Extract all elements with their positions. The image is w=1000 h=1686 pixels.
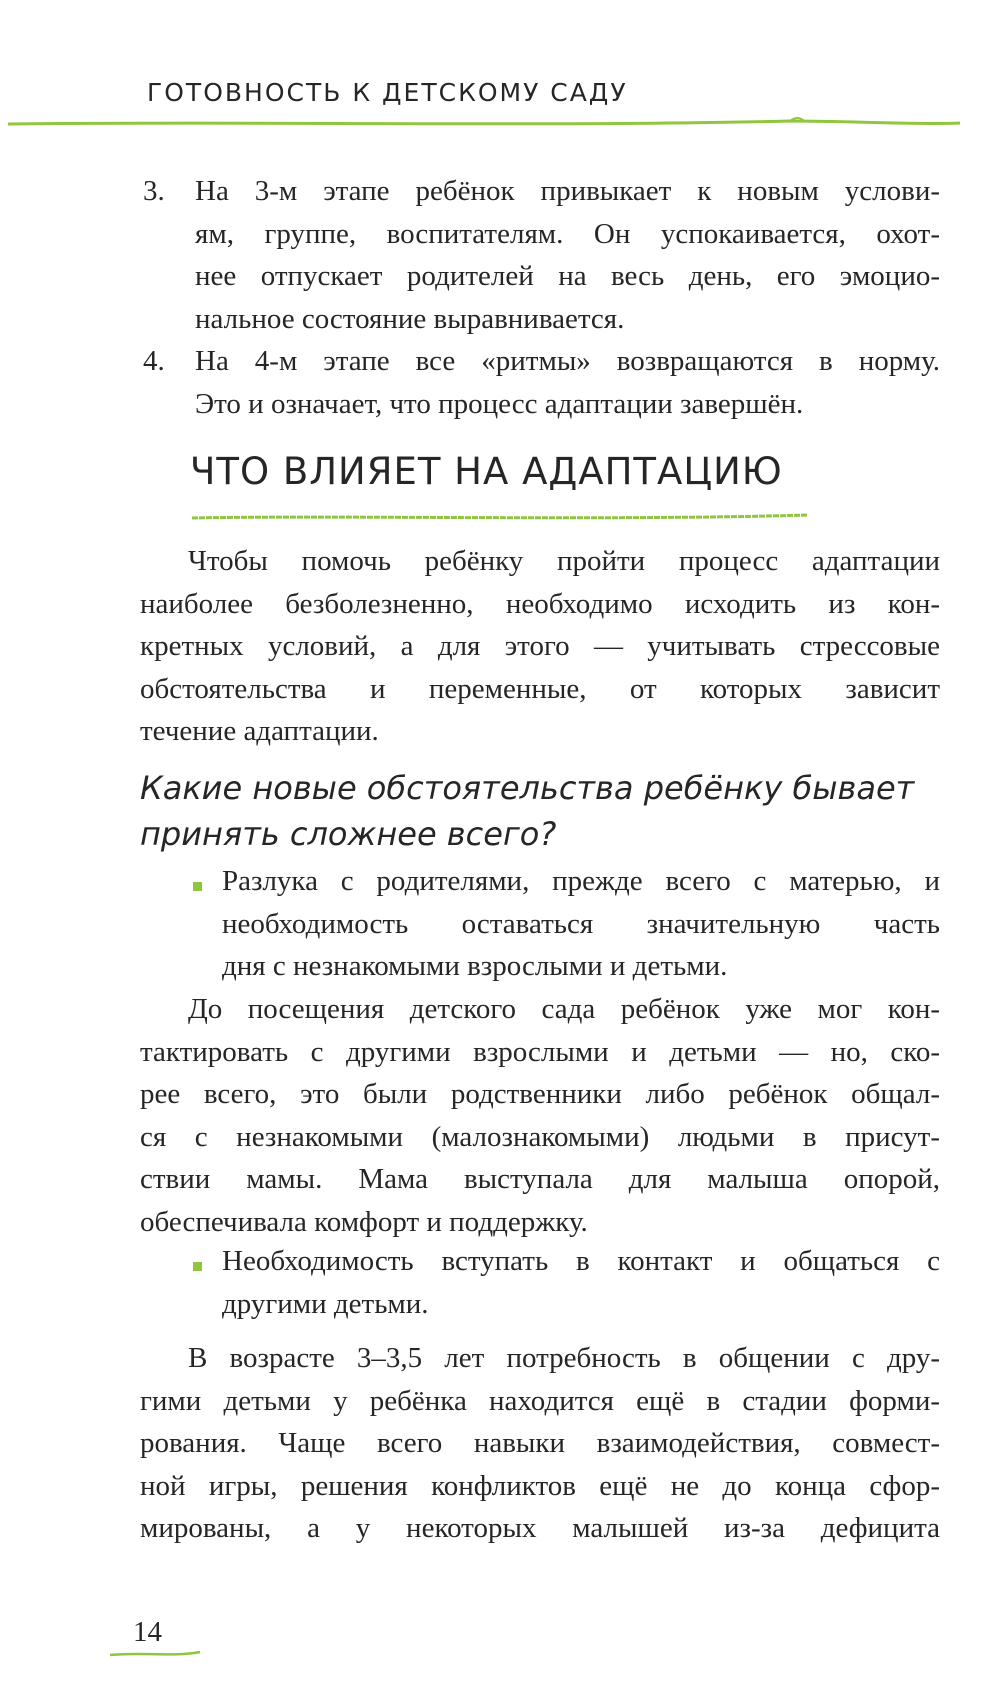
text-line: На 4-м этапе все «ритмы» возвращаются в норму.	[195, 345, 940, 377]
text-line: гими детьми у ребёнка находится ещё в стадии форми-	[140, 1384, 940, 1417]
text-line: ствии мамы. Мама выступала для малыша опорой,	[140, 1163, 940, 1195]
bullet-square-icon	[193, 882, 202, 891]
intro-paragraph	[140, 540, 940, 753]
text-line: наиболее безболезненно, необходимо исходить из кон-	[140, 587, 940, 620]
footer-rule	[110, 1652, 200, 1655]
text-line: дня с незнакомыми взрослыми и детьми.	[222, 950, 728, 982]
list-number-3: 3.	[143, 175, 165, 207]
text-line: нее отпускает родителей на весь день, его эмоцио-	[195, 260, 940, 292]
subheading	[140, 765, 940, 857]
text-line: нальное состояние выравнивается.	[195, 302, 625, 335]
text-line: ся с незнакомыми (малознакомыми) людьми в присут-	[140, 1120, 940, 1153]
text-line: необходимость оставаться значительную часть	[222, 907, 940, 940]
list-number-4: 4.	[143, 345, 165, 377]
text-line: Необходимость вступать в контакт и общаться с	[222, 1245, 940, 1277]
text-line: кретных условий, а для этого — учитывать стрессовые	[140, 630, 940, 662]
text-line: обстоятельства и переменные, от которых зависит	[140, 672, 940, 705]
subheading-line: принять сложнее всего?	[140, 815, 557, 853]
paragraph-3	[140, 1337, 940, 1550]
section-heading: ЧТО ВЛИЯЕТ НА АДАПТАЦИЮ	[190, 450, 783, 493]
list-item-4	[195, 340, 940, 425]
text-line: рования. Чаще всего навыки взаимодействия, совмест-	[140, 1427, 940, 1459]
text-line: ной игры, решения конфликтов ещё не до конца сфор-	[140, 1469, 940, 1502]
header-rule	[8, 121, 960, 124]
subheading-line: Какие новые обстоятельства ребёнку бывает	[140, 769, 915, 807]
text-line: Чтобы помочь ребёнку пройти процесс адаптации	[188, 545, 940, 577]
page-number: 14	[133, 1616, 162, 1648]
text-line: обеспечивала комфорт и поддержку.	[140, 1205, 588, 1238]
text-line: течение адаптации.	[140, 715, 379, 747]
text-line: тактировать с другими взрослыми и детьми — но, ско-	[140, 1035, 940, 1068]
list-item-3	[195, 170, 940, 340]
running-head: ГОТОВНОСТЬ К ДЕТСКОМУ САДУ	[147, 78, 628, 107]
bullet-item-2	[222, 1240, 940, 1325]
heading-underline	[192, 515, 808, 518]
text-line: Разлука с родителями, прежде всего с матерью, и	[222, 865, 940, 897]
bullet-item-1	[222, 860, 940, 988]
text-line: До посещения детского сада ребёнок уже мог кон-	[188, 993, 940, 1025]
text-line: мированы, а у некоторых малышей из-за дефицита	[140, 1512, 940, 1544]
bullet-square-icon	[193, 1262, 202, 1271]
text-line: другими детьми.	[222, 1287, 429, 1320]
text-line: На 3-м этапе ребёнок привыкает к новым услови-	[195, 175, 940, 207]
text-line: В возрасте 3–3,5 лет потребность в общении с дру-	[188, 1342, 940, 1374]
text-line: рее всего, это были родственники либо ребёнок общал-	[140, 1078, 940, 1110]
text-line: Это и означает, что процесс адаптации завершён.	[195, 387, 804, 420]
paragraph-2	[140, 988, 940, 1243]
text-line: ям, группе, воспитателям. Он успокаивается, охот-	[195, 217, 940, 250]
